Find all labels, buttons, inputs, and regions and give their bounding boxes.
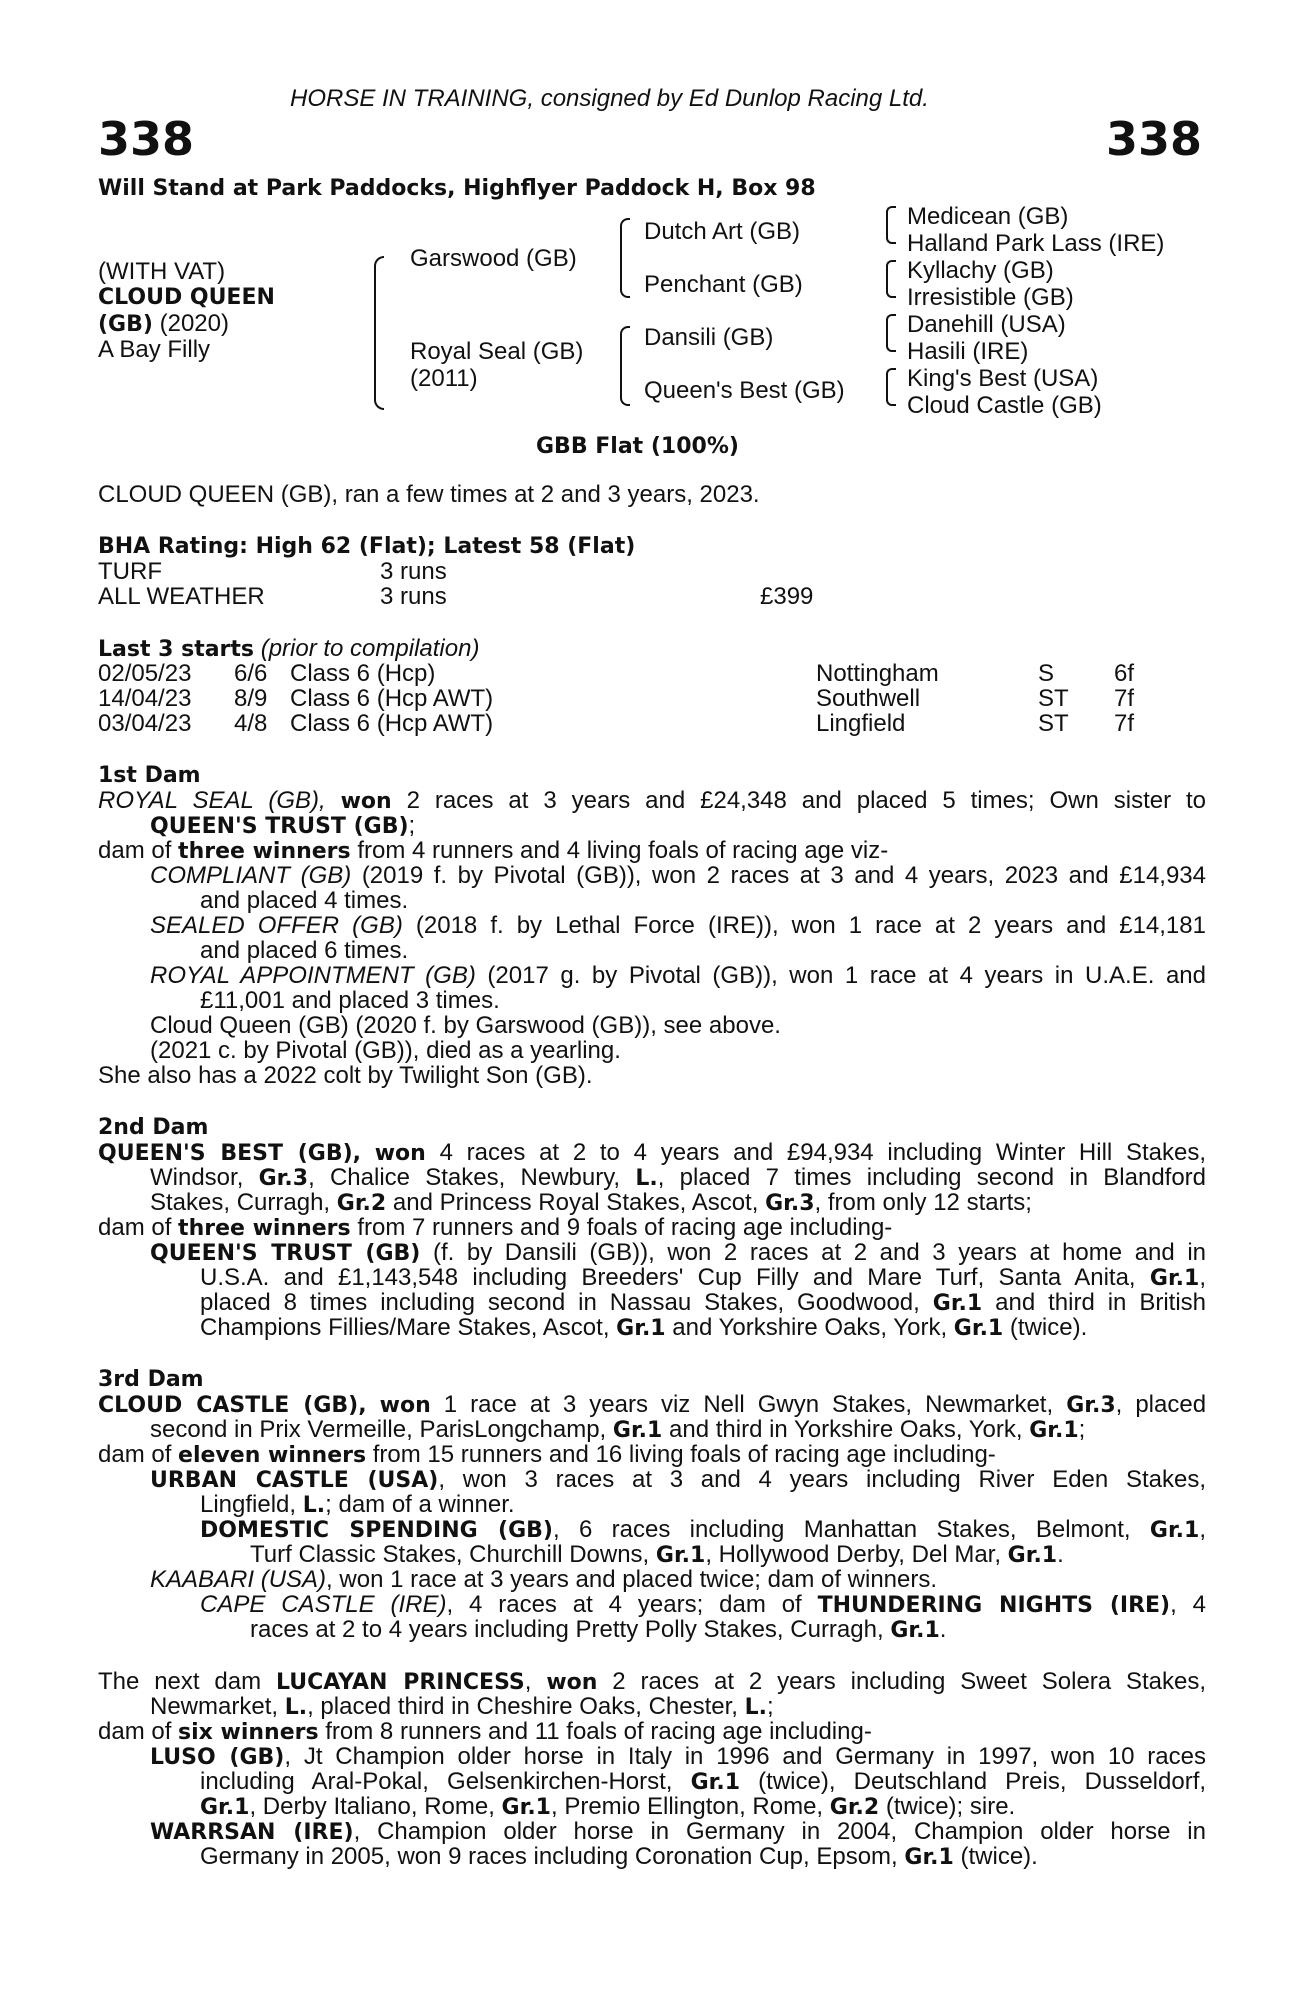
third-dam-line: second in Prix Vermeille, ParisLongchamp, Gr.1 and third in Yorkshire Oaks, York, Gr.1; — [150, 1416, 1086, 1443]
pedigree-brace-main — [374, 256, 384, 410]
progeny-royal-appointment-cont: £11,001 and placed 3 times. — [200, 987, 500, 1014]
next-dam-line: The next dam LUCAYAN PRINCESS, won 2 races at 2 years including Sweet Solera Stakes, — [98, 1668, 1207, 1695]
race-summary: CLOUD QUEEN (GB), ran a few times at 2 and 3 years, 2023. — [98, 481, 760, 508]
progeny-kaabari: KAABARI (USA), won 1 race at 3 years and placed twice; dam of winners. — [150, 1566, 938, 1593]
bha-rating-title: BHA Rating: High 62 (Flat); Latest 58 (Flat) — [98, 534, 636, 559]
pedigree-dam-year: (2011) — [410, 365, 478, 392]
third-dam-line: dam of eleven winners from 15 runners and 16 living foals of racing age including- — [98, 1441, 996, 1468]
pedigree-gg-5: Danehill (USA) — [907, 311, 1066, 338]
progeny-urban-castle-cont: Lingfield, L.; dam of a winner. — [200, 1491, 515, 1518]
progeny-warrsan-cont: Germany in 2005, won 9 races including Coronation Cup, Epsom, Gr.1 (twice). — [200, 1843, 1038, 1870]
start-class: Class 6 (Hcp) — [290, 660, 436, 687]
rating-runs-turf: 3 runs — [380, 558, 447, 585]
progeny-warrsan: WARRSAN (IRE), Champion older horse in Germany in 2004, Champion older horse in — [150, 1818, 1206, 1845]
progeny-luso: LUSO (GB), Jt Champion older horse in Italy in 1996 and Germany in 1997, won 10 races — [150, 1743, 1206, 1770]
progeny-queens-trust-cont: placed 8 times including second in Nassau Stakes, Goodwood, Gr.1 and third in British — [200, 1289, 1207, 1316]
pedigree-dam-dam: Queen's Best (GB) — [644, 377, 845, 404]
start-date: 03/04/23 — [98, 710, 192, 737]
progeny-urban-castle: URBAN CASTLE (USA), won 3 races at 3 and 4 years including River Eden Stakes, — [150, 1466, 1207, 1493]
pedigree-gg-4: Irresistible (GB) — [907, 284, 1074, 311]
start-distance: 7f — [1114, 685, 1135, 712]
start-distance: 6f — [1114, 660, 1135, 687]
pedigree-gg-7: King's Best (USA) — [907, 365, 1099, 392]
first-dam-line: ROYAL SEAL (GB), won 2 races at 3 years and £24,348 and placed 5 times; Own sister to — [98, 787, 1206, 814]
second-dam-line: Stakes, Curragh, Gr.2 and Princess Royal Stakes, Ascot, Gr.3, from only 12 starts; — [150, 1189, 1032, 1216]
start-position: 4/8 — [234, 710, 268, 737]
progeny-luso-cont: Gr.1, Derby Italiano, Rome, Gr.1, Premio Ellington, Rome, Gr.2 (twice); sire. — [200, 1793, 1016, 1820]
progeny-domestic-spending: DOMESTIC SPENDING (GB), 6 races including Manhattan Stakes, Belmont, Gr.1, — [200, 1516, 1207, 1543]
pedigree-gg-1: Medicean (GB) — [907, 203, 1069, 230]
start-course: Southwell — [816, 685, 921, 712]
start-course: Lingfield — [816, 710, 906, 737]
horse-description: A Bay Filly — [98, 336, 211, 363]
pedigree-brace-g3 — [886, 314, 896, 352]
third-dam-line: CLOUD CASTLE (GB), won 1 race at 3 years viz Nell Gwyn Stakes, Newmarket, Gr.3, placed — [98, 1391, 1207, 1418]
pedigree-brace-g4 — [886, 368, 896, 406]
pedigree-gg-6: Hasili (IRE) — [907, 338, 1029, 365]
progeny-queens-trust-cont: U.S.A. and £1,143,548 including Breeders' Cup Filly and Mare Turf, Santa Anita, Gr.1, — [200, 1264, 1206, 1291]
pedigree-dam: Royal Seal (GB) — [410, 338, 584, 365]
second-dam-line: Windsor, Gr.3, Chalice Stakes, Newbury, L., placed 7 times including second in Blandford — [150, 1164, 1207, 1191]
progeny-royal-appointment: ROYAL APPOINTMENT (GB) (2017 g. by Pivotal (GB)), won 1 race at 4 years in U.A.E. and — [150, 962, 1206, 989]
progeny-2021-colt: (2021 c. by Pivotal (GB)), died as a yearling. — [150, 1037, 621, 1064]
rating-surface-aw: ALL WEATHER — [98, 583, 265, 610]
start-going: S — [1038, 660, 1055, 687]
last-starts-title: Last 3 starts (prior to compilation) — [98, 635, 480, 662]
second-dam-line: QUEEN'S BEST (GB), won 4 races at 2 to 4 years and £94,934 including Winter Hill Stakes, — [98, 1139, 1207, 1166]
pedigree-sire: Garswood (GB) — [410, 245, 577, 272]
start-date: 02/05/23 — [98, 660, 192, 687]
pedigree-brace-g2 — [886, 260, 896, 298]
gbb-status: GBB Flat (100%) — [536, 434, 739, 459]
pedigree-dam-sire: Dansili (GB) — [644, 324, 774, 351]
progeny-cloud-queen: Cloud Queen (GB) (2020 f. by Garswood (GB)), see above. — [150, 1012, 781, 1039]
progeny-queens-trust: QUEEN'S TRUST (GB) (f. by Dansili (GB)), won 2 races at 2 and 3 years at home and in — [150, 1239, 1206, 1266]
second-dam-heading: 2nd Dam — [98, 1115, 209, 1140]
progeny-sealed-offer: SEALED OFFER (GB) (2018 f. by Lethal Force (IRE)), won 1 race at 2 years and £14,181 — [150, 912, 1206, 939]
pedigree-gg-2: Halland Park Lass (IRE) — [907, 230, 1165, 257]
horse-name: CLOUD QUEEN — [98, 285, 275, 310]
progeny-queens-trust-cont: Champions Fillies/Mare Stakes, Ascot, Gr.1 and Yorkshire Oaks, York, Gr.1 (twice). — [200, 1314, 1088, 1341]
start-class: Class 6 (Hcp AWT) — [290, 710, 494, 737]
start-course: Nottingham — [816, 660, 939, 687]
progeny-compliant: COMPLIANT (GB) (2019 f. by Pivotal (GB)), won 2 races at 3 and 4 years, 2023 and £14,934 — [150, 862, 1207, 889]
rating-surface-turf: TURF — [98, 558, 162, 585]
start-position: 6/6 — [234, 660, 268, 687]
pedigree-brace-sire — [620, 218, 630, 298]
progeny-compliant-cont: and placed 4 times. — [200, 887, 409, 914]
progeny-domestic-spending-cont: Turf Classic Stakes, Churchill Downs, Gr.1, Hollywood Derby, Del Mar, Gr.1. — [250, 1541, 1064, 1568]
horse-origin-year: (GB) (2020) — [98, 310, 229, 337]
next-dam-line: Newmarket, L., placed third in Cheshire Oaks, Chester, L.; — [150, 1693, 774, 1720]
first-dam-line: dam of three winners from 4 runners and 4 living foals of racing age viz- — [98, 837, 889, 864]
start-going: ST — [1038, 685, 1069, 712]
rating-runs-aw: 3 runs — [380, 583, 447, 610]
start-distance: 7f — [1114, 710, 1135, 737]
lot-number-left: 338 — [98, 112, 195, 166]
progeny-2022-colt: She also has a 2022 colt by Twilight Son (GB). — [98, 1062, 593, 1089]
progeny-cape-castle: CAPE CASTLE (IRE), 4 races at 4 years; dam of THUNDERING NIGHTS (IRE), 4 — [200, 1591, 1206, 1618]
pedigree-brace-dam — [620, 326, 630, 406]
next-dam-line: dam of six winners from 8 runners and 11 foals of racing age including- — [98, 1718, 872, 1745]
first-dam-heading: 1st Dam — [98, 763, 201, 788]
pedigree-sire-dam: Penchant (GB) — [644, 271, 803, 298]
start-going: ST — [1038, 710, 1069, 737]
pedigree-sire-sire: Dutch Art (GB) — [644, 218, 801, 245]
start-date: 14/04/23 — [98, 685, 192, 712]
first-dam-line: QUEEN'S TRUST (GB); — [150, 812, 416, 839]
pedigree-gg-8: Cloud Castle (GB) — [907, 392, 1102, 419]
progeny-cape-castle-cont: races at 2 to 4 years including Pretty Polly Stakes, Curragh, Gr.1. — [250, 1616, 947, 1643]
consignor-line: HORSE IN TRAINING, consigned by Ed Dunlop Racing Ltd. — [290, 85, 929, 112]
start-position: 8/9 — [234, 685, 268, 712]
third-dam-heading: 3rd Dam — [98, 1367, 204, 1392]
second-dam-line: dam of three winners from 7 runners and 9 foals of racing age including- — [98, 1214, 893, 1241]
start-class: Class 6 (Hcp AWT) — [290, 685, 494, 712]
vat-note: (WITH VAT) — [98, 258, 226, 285]
rating-prize-aw: £399 — [760, 583, 814, 610]
progeny-luso-cont: including Aral-Pokal, Gelsenkirchen-Horst, Gr.1 (twice), Deutschland Preis, Dusseldorf, — [200, 1768, 1207, 1795]
stand-location: Will Stand at Park Paddocks, Highflyer Paddock H, Box 98 — [98, 176, 816, 201]
pedigree-gg-3: Kyllachy (GB) — [907, 257, 1054, 284]
progeny-sealed-offer-cont: and placed 6 times. — [200, 937, 409, 964]
lot-number-right: 338 — [1106, 112, 1203, 166]
pedigree-brace-g1 — [886, 206, 896, 244]
